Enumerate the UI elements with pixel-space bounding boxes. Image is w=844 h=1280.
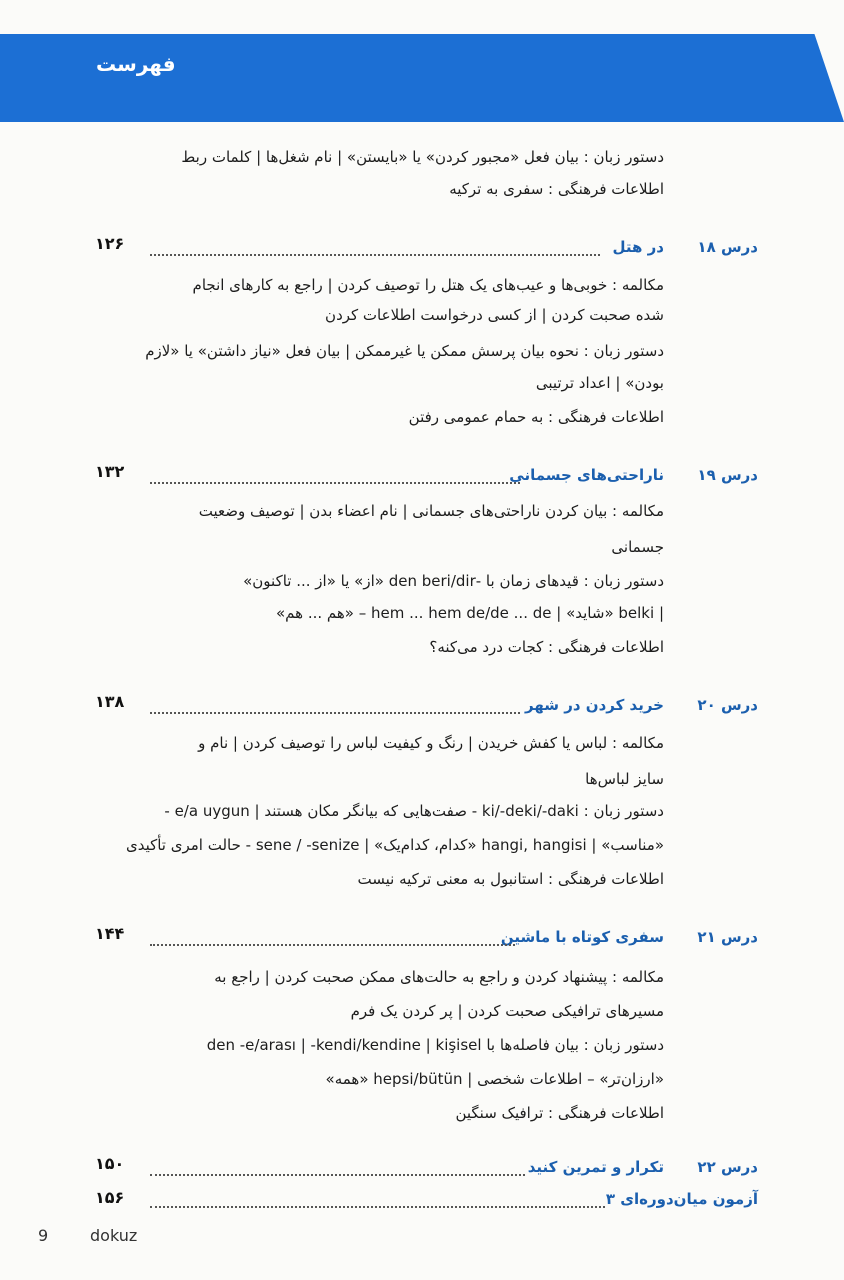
lesson-19-title[interactable]: ناراحتی‌های جسمانی (509, 466, 664, 484)
lesson-19-line-4: | belki «شاید» | hem ... hem de/de ... de – «هم ... هم» (276, 604, 664, 622)
lesson-22-title[interactable]: تکرار و تمرین کنید (527, 1158, 664, 1176)
lesson-18-line-1: مکالمه : خوبی‌ها و عیب‌های یک هتل را توصیف کردن | راجع به کارهای انجام (192, 276, 664, 294)
lesson-19-page[interactable]: ۱۳۲ (95, 462, 125, 481)
lesson-21-title[interactable]: سفری کوتاه با ماشین (500, 928, 664, 946)
lesson-18-number: درس ۱۸ (697, 238, 758, 256)
lesson-22-number: درس ۲۲ (697, 1158, 758, 1176)
lesson-21-line-1: مکالمه : پیشنهاد کردن و راجع به حالت‌های ممکن صحبت کردن | راجع به (214, 968, 664, 986)
lesson-20-number: درس ۲۰ (697, 696, 758, 714)
lesson-20-line-4: «مناسب» | hangi, hangisi «کدام، کدام‌یک» | sene / -senize - حالت امری تأکیدی (125, 836, 664, 854)
lesson-18-title[interactable]: در هتل (612, 238, 664, 256)
midterm-exam-leader (150, 1206, 605, 1208)
midterm-exam-page[interactable]: ۱۵۶ (95, 1188, 125, 1207)
lesson-20-line-2: سایز لباس‌ها (585, 770, 664, 788)
footer-page-number: 9 (38, 1226, 49, 1245)
lesson-21-line-2: مسیرهای ترافیکی صحبت کردن | پر کردن یک فرم (350, 1002, 664, 1020)
lesson-20-line-1: مکالمه : لباس یا کفش خریدن | رنگ و کیفیت لباس را توصیف کردن | نام و (198, 734, 664, 752)
lesson-19-line-5: اطلاعات فرهنگی : کجات درد می‌کنه؟ (429, 638, 664, 656)
intro-line-1: دستور زبان : بیان فعل «مجبور کردن» یا «بایستن» | نام شغل‌ها | کلمات ربط (181, 148, 664, 166)
lesson-22-leader (150, 1174, 525, 1176)
lesson-18-line-2: شده صحبت کردن | از کسی درخواست اطلاعات کردن (325, 306, 664, 324)
lesson-21-line-4: «ارزان‌تر» – اطلاعات شخصی | hepsi/bütün «همه» (325, 1070, 664, 1088)
footer-page-word: dokuz (90, 1226, 138, 1245)
lesson-19-line-1: مکالمه : بیان کردن ناراحتی‌های جسمانی | نام اعضاء بدن | توصیف وضعیت (198, 502, 664, 520)
lesson-18-line-4: بودن» | اعداد ترتیبی (535, 374, 664, 392)
lesson-19-line-2: جسمانی (611, 538, 664, 556)
lesson-21-line-3: دستور زبان : بیان فاصله‌ها با den -e/arası | -kendi/kendine | kişisel (206, 1036, 664, 1054)
lesson-21-page[interactable]: ۱۴۴ (95, 924, 125, 943)
lesson-19-line-3: دستور زبان : قیدهای زمان با -den beri/dir «از» یا «از ... تاکنون» (243, 572, 664, 590)
header-banner (0, 34, 844, 122)
lesson-19-number: درس ۱۹ (697, 466, 758, 484)
lesson-22-page[interactable]: ۱۵۰ (95, 1154, 125, 1173)
lesson-20-line-3: دستور زبان : ki/-deki/-daki - صفت‌هایی که بیانگر مکان هستند | e/a uygun - (164, 802, 664, 820)
lesson-21-line-5: اطلاعات فرهنگی : ترافیک سنگین (455, 1104, 664, 1122)
lesson-18-line-3: دستور زبان : نحوه بیان پرسش ممکن یا غیرممکن | بیان فعل «نیاز داشتن» یا «لازم (145, 342, 664, 360)
lesson-20-page[interactable]: ۱۳۸ (95, 692, 125, 711)
midterm-exam-title[interactable]: آزمون میان‌دوره‌ای ۳ (605, 1190, 758, 1208)
lesson-19-leader (150, 482, 520, 484)
lesson-20-title[interactable]: خرید کردن در شهر (525, 696, 664, 714)
intro-line-2: اطلاعات فرهنگی : سفری به ترکیه (449, 180, 664, 198)
lesson-20-line-5: اطلاعات فرهنگی : استانبول به معنی ترکیه نیست (357, 870, 664, 888)
lesson-21-number: درس ۲۱ (697, 928, 758, 946)
lesson-18-page[interactable]: ۱۲۶ (95, 234, 125, 253)
lesson-20-leader (150, 712, 520, 714)
lesson-18-leader (150, 254, 600, 256)
lesson-18-line-5: اطلاعات فرهنگی : به حمام عمومی رفتن (408, 408, 664, 426)
lesson-21-leader (150, 944, 515, 946)
page-title: فهرست (96, 52, 176, 76)
